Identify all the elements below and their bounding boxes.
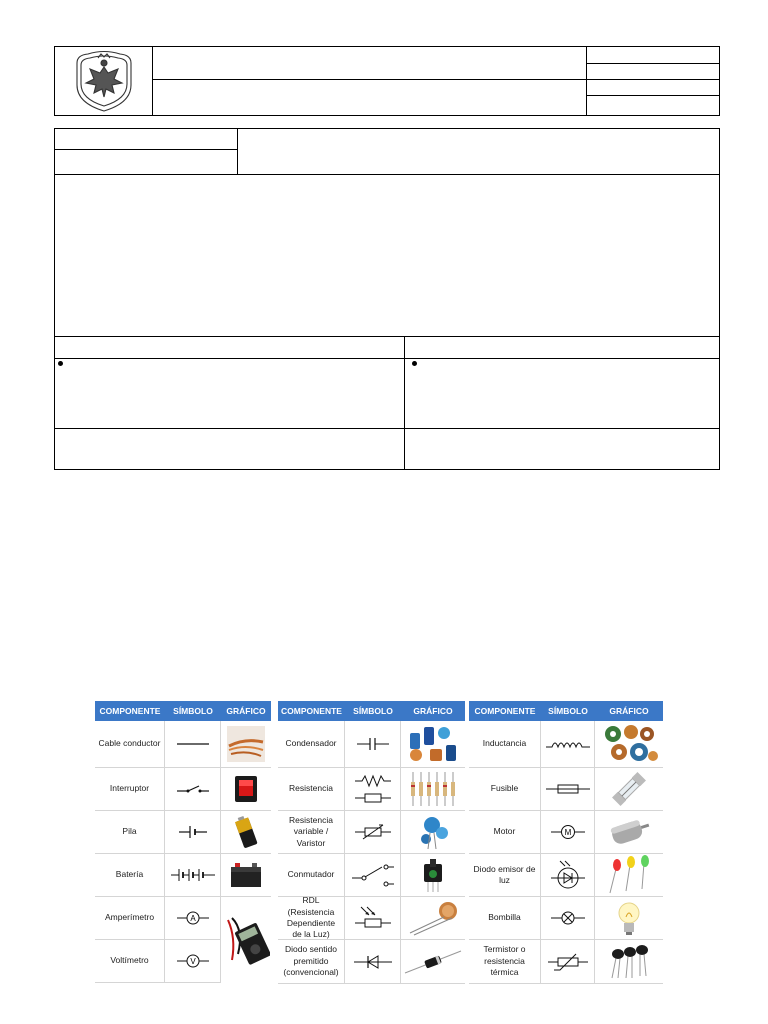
table-row [278,768,465,811]
components-table-1 [95,701,271,984]
ammeter-symbol [165,897,221,939]
table-row [469,721,663,768]
component-name: Amperímetro [95,897,165,939]
svg-text:V: V [189,957,196,966]
divider [55,336,719,337]
table-row [95,721,271,768]
component-name: Cable conductor [95,721,165,767]
car-battery-photo [221,854,271,896]
table-row [278,897,465,940]
table-row [278,721,465,768]
table-row [469,854,663,897]
multimeter-photo [221,897,271,983]
table-row [469,811,663,854]
component-name: Voltímetro [95,940,165,982]
table-row [95,897,221,940]
meta-cell-3 [587,80,719,96]
diode-symbol [345,940,401,983]
toggle-switch-photo [401,854,465,896]
divider [55,428,719,429]
fuse-symbol [541,768,595,810]
component-name: Diodo sentido premitido (convencional) [278,940,345,983]
table-row [95,854,271,897]
title-cell-bottom [153,80,587,115]
bullet-icon [58,361,63,366]
led-symbol [541,854,595,896]
switch-symbol [165,768,221,810]
thermistor-symbol [541,940,595,983]
lamp-symbol [541,897,595,939]
varistor-symbol [345,811,401,853]
cell-symbol [165,811,221,853]
table-row [469,897,663,940]
title-cell-top [153,47,587,80]
table-row [278,811,465,854]
meta-cell-4 [587,96,719,115]
table-row [278,854,465,897]
voltmeter-symbol [165,940,221,982]
component-name: Bombilla [469,897,541,939]
copper-wire-photo [221,721,271,767]
d-cell-battery-photo [221,811,271,853]
table-row [469,940,663,984]
battery-symbol [165,854,221,896]
capacitors-photo [401,721,465,767]
divider [404,336,405,469]
component-name: Termistor o resistencia térmica [469,940,541,983]
capacitor-symbol [345,721,401,767]
component-name: Fusible [469,768,541,810]
component-name: Interruptor [95,768,165,810]
meta-cell-2 [587,64,719,80]
rocker-switch-photo [221,768,271,810]
svg-text:A: A [189,914,196,923]
header-grafico: GRÁFICO [401,701,465,721]
component-name: Motor [469,811,541,853]
logo-cell [55,47,153,115]
light-bulb-photo [595,897,663,939]
inductor-symbol [541,721,595,767]
thermistors-photo [595,940,663,983]
document-header [54,46,720,116]
meta-cell-1 [587,47,719,64]
header-simbolo: SÍMBOLO [345,701,401,721]
diode-photo [401,940,465,983]
table-row [278,940,465,984]
ldr-symbol [345,897,401,939]
component-name: Pila [95,811,165,853]
component-name: Resistencia [278,768,345,810]
component-name: Conmutador [278,854,345,896]
motor-symbol [541,811,595,853]
coat-of-arms-logo [55,47,153,115]
resistors-photo [401,768,465,810]
components-table-2 [278,701,465,984]
header-simbolo: SÍMBOLO [165,701,221,721]
glass-fuse-photo [595,768,663,810]
leds-photo [595,854,663,896]
table-row [95,811,271,854]
divider [55,149,237,150]
header-componente: COMPONENTE [95,701,165,721]
ldr-photo [401,897,465,939]
svg-text:M: M [564,828,571,837]
header-grafico: GRÁFICO [221,701,271,721]
component-name: RDL (Resistencia Dependiente de la Luz) [278,897,345,939]
table-row [95,940,221,983]
divider [55,358,719,359]
divider [55,174,719,175]
dc-motor-photo [595,811,663,853]
varistor-photo [401,811,465,853]
info-block [54,128,720,470]
header-componente: COMPONENTE [278,701,345,721]
component-name: Diodo emisor de luz [469,854,541,896]
component-name: Inductancia [469,721,541,767]
component-name: Condensador [278,721,345,767]
resistor-symbol [345,768,401,810]
inductors-photo [595,721,663,767]
bullet-icon [412,361,417,366]
divider [237,129,238,174]
header-componente: COMPONENTE [469,701,541,721]
header-simbolo: SÍMBOLO [541,701,595,721]
table-row [95,768,271,811]
component-name: Batería [95,854,165,896]
header-grafico: GRÁFICO [595,701,663,721]
changeover-switch-symbol [345,854,401,896]
component-name: Resistencia variable / Varistor [278,811,345,853]
wire-symbol [165,721,221,767]
components-table-3 [469,701,663,984]
table-row [469,768,663,811]
